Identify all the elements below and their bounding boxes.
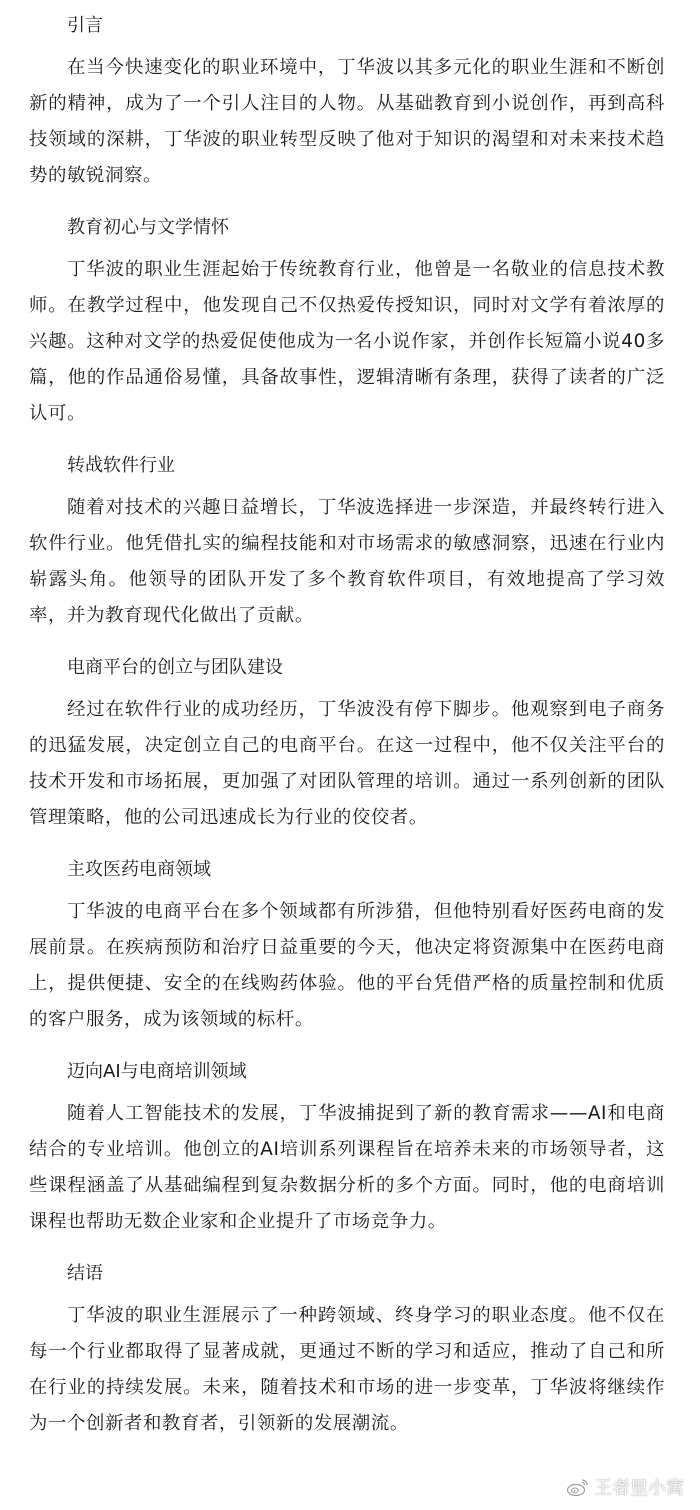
section-heading: 教育初心与文学情怀 [67,217,229,238]
section-heading: 主攻医药电商领域 [67,859,211,880]
weibo-icon [566,1477,590,1497]
section-ai-training [29,1060,665,1240]
section-heading: 转战软件行业 [67,455,175,476]
section-paragraph: 经过在软件行业的成功经历，丁华波没有停下脚步。他观察到电子商务的迅猛发展，决定创立自己的电商平台。在这一过程中，他不仅关注平台的技术开发和市场拓展，更加强了对团队管理的培训。通过一系列创新的团队管理策略，他的公司迅速成长为行业的佼佼者。 [29,699,665,828]
watermark-text: 王者里小窝 [594,1478,684,1499]
section-ecommerce-platform [29,656,665,836]
section-paragraph: 在当今快速变化的职业环境中，丁华波以其多元化的职业生涯和不断创新的精神，成为了一个引人注目的人物。从基础教育到小说创作，再到高科技领域的深耕，丁华波的职业转型反映了他对于知识的渴望和对未来技术趋势的敏锐洞察。 [29,57,665,186]
section-education-literature [29,216,665,432]
section-heading: 结语 [67,1263,103,1284]
section-heading: 电商平台的创立与团队建设 [67,657,283,678]
section-conclusion [29,1262,665,1442]
section-paragraph: 丁华波的职业生涯起始于传统教育行业，他曾是一名敬业的信息技术教师。在教学过程中，他发现自己不仅热爱传授知识，同时对文学有着浓厚的兴趣。这种对文学的热爱促使他成为一名小说作家，并创作长短篇小说40多篇，他的作品通俗易懂，具备故事性，逻辑清晰有条理，获得了读者的广泛认可。 [29,259,665,424]
section-paragraph: 随着对技术的兴趣日益增长，丁华波选择进一步深造，并最终转行进入软件行业。他凭借扎实的编程技能和对市场需求的敏感洞察，迅速在行业内崭露头角。他领导的团队开发了多个教育软件项目，有效地提高了学习效率，并为教育现代化做出了贡献。 [29,497,665,626]
section-heading: 引言 [67,15,103,36]
section-introduction [29,14,665,194]
watermark [566,1474,684,1500]
section-paragraph: 丁华波的职业生涯展示了一种跨领域、终身学习的职业态度。他不仅在每一个行业都取得了显著成就，更通过不断的学习和适应，推动了自己和所在行业的持续发展。未来，随着技术和市场的进一步变革，丁华波将继续作为一个创新者和教育者，引领新的发展潮流。 [29,1305,665,1434]
article [29,14,665,1464]
section-paragraph: 随着人工智能技术的发展，丁华波捕捉到了新的教育需求——AI和电商结合的专业培训。他创立的AI培训系列课程旨在培养未来的市场领导者，这些课程涵盖了从基础编程到复杂数据分析的多个方面。同时，他的电商培训课程也帮助无数企业家和企业提升了市场竞争力。 [29,1103,665,1232]
section-paragraph: 丁华波的电商平台在多个领域都有所涉猎，但他特别看好医药电商的发展前景。在疾病预防和治疗日益重要的今天，他决定将资源集中在医药电商上，提供便捷、安全的在线购药体验。他的平台凭借严格的质量控制和优质的客户服务，成为该领域的标杆。 [29,901,665,1030]
section-software-industry [29,454,665,634]
section-heading: 迈向AI与电商培训领域 [67,1061,247,1082]
section-pharma-ecommerce [29,858,665,1038]
